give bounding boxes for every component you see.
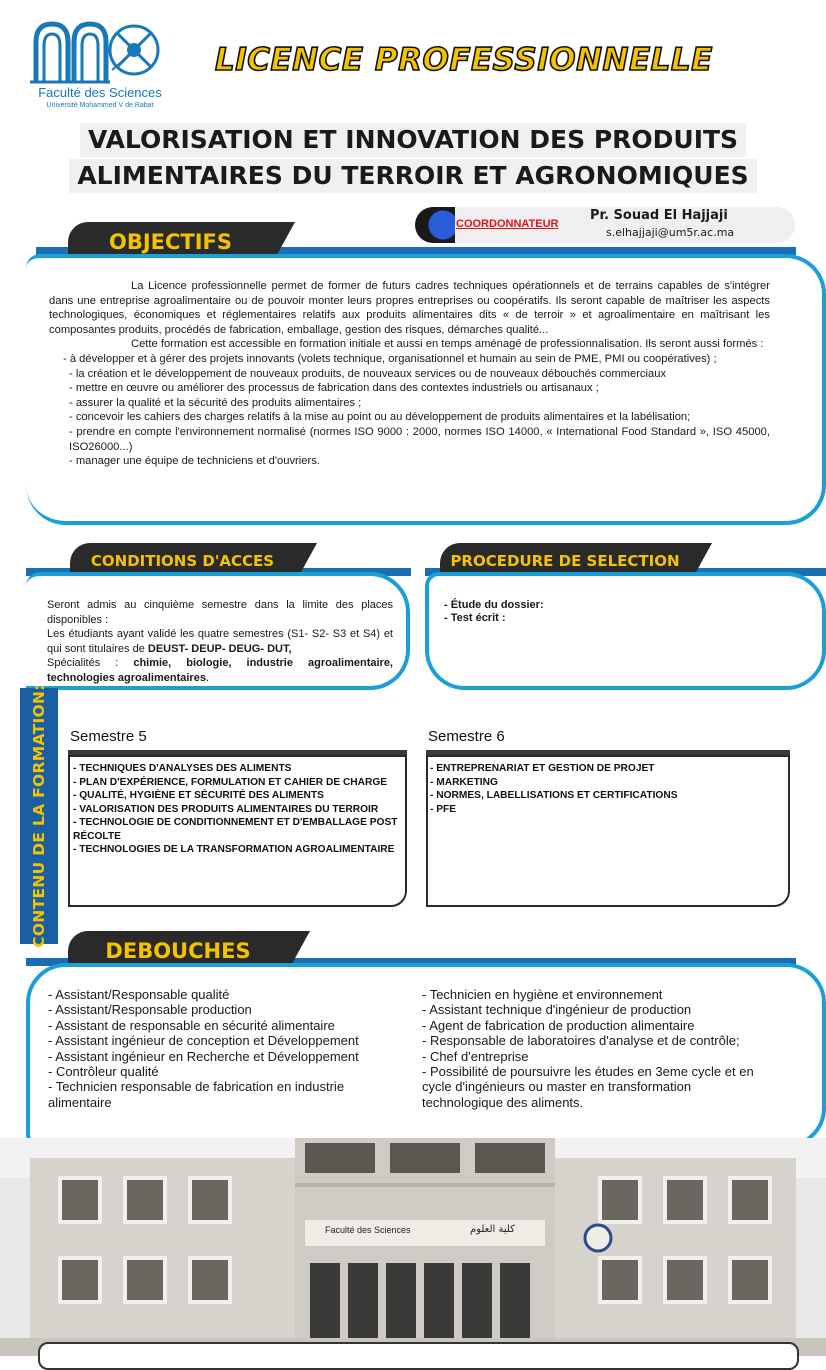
objectifs-item: - prendre en compte l'environnement normalisé (normes ISO 9000 : 2000, normes ISO 14000, « International Food Standard », ISO 45000, ISO26000...) [69,425,770,453]
semestre5-list [73,762,398,857]
coordinator-name: Pr. Souad El Hajjaji [590,208,728,223]
procedure-text [444,599,784,625]
debouche-item: - Technicien responsable de fabrication en industrie alimentaire [48,1079,345,1110]
faculty-logo [30,20,170,115]
conditions-line: Seront admis au cinquième semestre dans la limite des places disponibles : [47,599,393,626]
objectifs-item: - concevoir les cahiers des charges relatifs à la mise au point ou au développement de produits alimentaires et la labélisation; [69,411,691,424]
debouche-item: - Technicien en hygiène et environnement [422,987,663,1002]
coordinator-label: COORDONNATEUR [456,218,559,230]
footer-bar [38,1342,799,1370]
debouche-item: - Assistant ingénieur en Recherche et Développement [48,1048,359,1064]
debouche-item: - Responsable de laboratoires d'analyse et de contrôle; [422,1033,740,1049]
subtitle-line-2: ALIMENTAIRES DU TERROIR ET AGRONOMIQUES [0,159,826,193]
logo-university-name: Université Mohammed V de Rabat [46,102,154,109]
contenu-vertical-label: CONTENU DE LA FORMATION: [20,688,58,944]
objectifs-item: - à développer et à gérer des projets innovants (volets technique, organisationnel et humain au sein de PME, PMI ou coopératives) ; [63,352,717,365]
debouches-heading: DEBOUCHES [105,939,251,963]
semestre5-title: Semestre 5 [70,728,147,745]
semestre5-item: - TECHNOLOGIES DE LA TRANSFORMATION AGROALIMENTAIRE [73,844,395,855]
debouche-item: - Contrôleur qualité [48,1064,159,1080]
semestre5-item: - TECHNIQUES D'ANALYSES DES ALIMENTS [73,763,292,774]
objectifs-text [49,279,770,469]
semestre6-list [430,762,780,816]
coordinator-email[interactable]: s.elhajjaji@um5r.ac.ma [606,226,735,239]
debouche-item: - Assistant/Responsable production [48,1002,252,1018]
semestre5-item: - QUALITÉ, HYGIÈNE ET SÉCURITÉ DES ALIMENTS [73,790,324,801]
debouche-item: - Assistant ingénieur de conception et Développement [48,1033,359,1049]
semestre6-item: - NORMES, LABELLISATIONS ET CERTIFICATIONS [430,790,678,801]
semestre6-item: - PFE [430,803,457,815]
procedure-item: - Étude du dossier: [444,599,544,611]
conditions-line: Les étudiants ayant validé les quatre semestres (S1- S2- S3 et S4) et qui sont titulaires de DEUST- DEUP- DEUG- DUT, [47,628,393,655]
objectifs-paragraph: La Licence professionnelle permet de former de futurs cadres techniques opérationnels et de terrains capables de s'intégrer dans une entreprise agroalimentaire ou de pouvoir monter leurs propres entreprises ou coopératifs. Ils seront capable de maîtriser les aspects technologiques, économiques et réglementaires relatifs aux produits alimentaires dits « de terroir » et agroalimentaire en maîtrisant les composantes produits, procédés de fabrication, emballage, gestion des risques, démarches qualité... [49,280,770,336]
objectifs-heading: OBJECTIFS [108,230,233,254]
debouche-item: - Assistant/Responsable qualité [48,987,230,1002]
procedure-box [425,572,826,690]
conditions-heading: CONDITIONS D'ACCES [90,552,275,570]
objectifs-item: - la création et le développement de nouveaux produits, de nouveaux services ou de nouveaux débouchés commerciaux [69,367,667,380]
debouche-item: - Assistant technique d'ingénieur de production [422,1002,692,1018]
building-sign-french: Faculté des Sciences [325,1225,411,1235]
debouche-item: - Chef d'entreprise [422,1048,529,1064]
semestre6-item: - ENTREPRENARIAT ET GESTION DE PROJET [430,763,655,774]
page-title: LICENCE PROFESSIONNELLE [215,42,713,78]
semestre6-item: - MARKETING [430,776,498,788]
semestre6-title: Semestre 6 [428,728,505,745]
faculty-emblem-icon [30,20,170,86]
debouche-item: - Possibilité de poursuivre les études en 3eme cycle et en cycle d'ingénieurs ou master en transformation technologique des aliments. [422,1064,754,1110]
coordinator-dot-icon [415,207,455,243]
objectifs-item: - assurer la qualité et la sécurité des produits alimentaires ; [69,396,362,409]
logo-faculty-name: Faculté des Sciences [38,85,162,100]
debouche-item: - Agent de fabrication de production alimentaire [422,1017,695,1033]
subtitle-line-1: VALORISATION ET INNOVATION DES PRODUITS [0,123,826,157]
objectifs-item: - mettre en œuvre ou améliorer des processus de fabrication dans des contextes industriels ou artisanaux ; [69,382,599,395]
debouche-item: - Assistant de responsable en sécurité alimentaire [48,1017,335,1033]
procedure-item: - Test écrit : [444,612,506,624]
conditions-text [47,598,393,686]
objectifs-paragraph: Cette formation est accessible en formation initiale et aussi en temps aménagé de professionnalisation. Ils seront aussi formés : [131,338,764,351]
debouches-right-list [422,987,772,1110]
procedure-heading: PROCEDURE DE SELECTION [450,552,680,570]
objectifs-item: - manager une équipe de techniciens et d'ouvriers. [69,455,320,468]
semestre5-item: - TECHNOLOGIE DE CONDITIONNEMENT ET D'EMBALLAGE POST RÉCOLTE [73,817,398,842]
faculty-building-image [0,1138,826,1356]
semestre5-item: - PLAN D'EXPÉRIENCE, FORMULATION ET CAHIER DE CHARGE [73,776,388,788]
semestre5-item: - VALORISATION DES PRODUITS ALIMENTAIRES DU TERROIR [73,803,379,815]
building-sign-arabic: كلية العلوم [470,1224,515,1235]
debouches-left-list [48,987,403,1110]
conditions-line: Spécialités : chimie, biologie, industrie agroalimentaire, technologies agroalimentaires. [47,657,393,684]
